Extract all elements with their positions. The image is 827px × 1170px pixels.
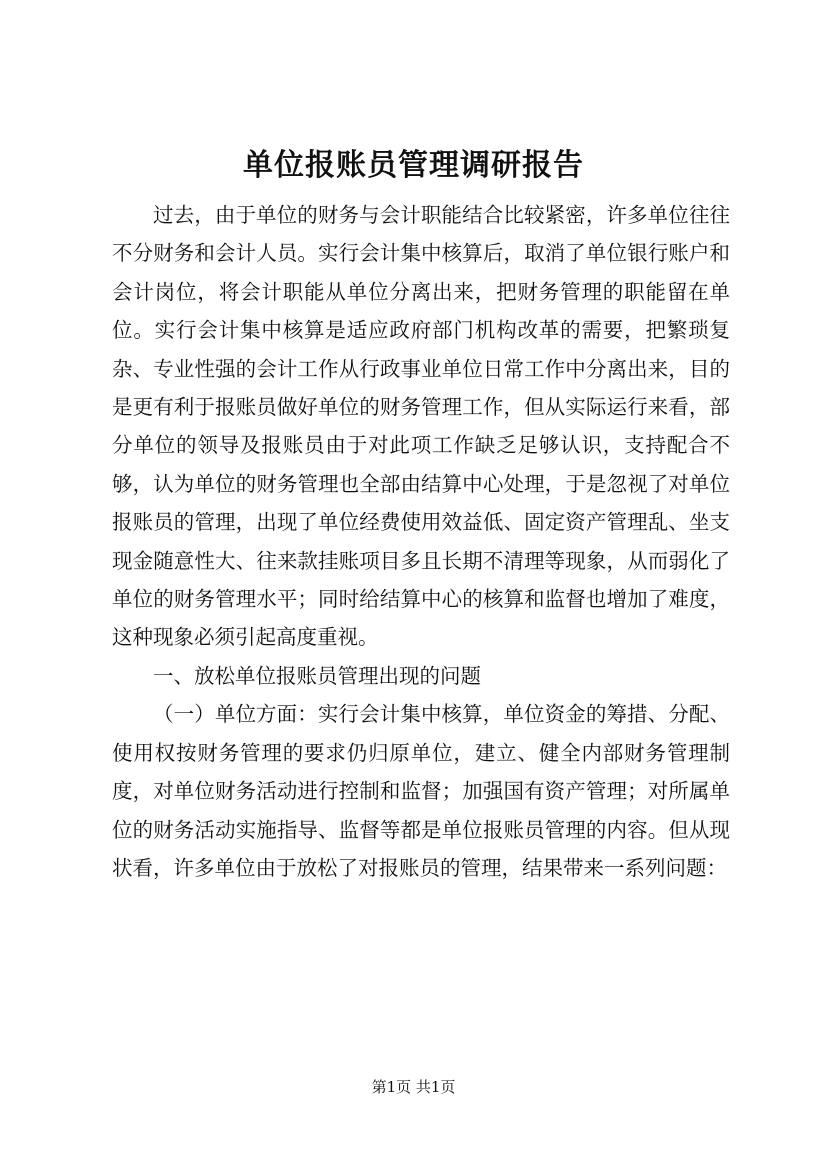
paragraph-intro: 过去，由于单位的财务与会计职能结合比较紧密，许多单位往往不分财务和会计人员。实行会计集中核算后，取消了单位银行账户和会计岗位，将会计职能从单位分离出来，把财务管理的职能留在单位。实行会计集中核算是适应政府部门机构改革的需要，把繁琐复杂、专业性强的会计工作从行政事业单位日常工作中分离出来，目的是更有利于报账员做好单位的财务管理工作，但从实际运行来看，部分单位的领导及报账员由于对此项工作缺乏足够认识，支持配合不够，认为单位的财务管理也全部由结算中心处理，于是忽视了对单位报账员的管理，出现了单位经费使用效益低、固定资产管理乱、坐支现金随意性大、往来款挂账项目多且长期不清理等现象，从而弱化了单位的财务管理水平；同时给结算中心的核算和监督也增加了难度，这种现象必须引起高度重视。 xyxy=(112,203,730,650)
section-heading: 一、放松单位报账员管理出现的问题 xyxy=(153,663,481,688)
paragraph-unit-side: （一）单位方面：实行会计集中核算，单位资金的筹措、分配、使用权按财务管理的要求仍归原单位，建立、健全内部财务管理制度，对单位财务活动进行控制和监督；加强国有资产管理；对所属单位的财务活动实施指导、监督等都是单位报账员管理的内容。但从现状看，许多单位由于放松了对报账员的管理，结果带来一系列问题： xyxy=(112,702,730,880)
document-title: 单位报账员管理调研报告 xyxy=(243,148,584,183)
document-body xyxy=(112,196,730,887)
page-footer: 第1页 共1页 xyxy=(371,1078,456,1096)
